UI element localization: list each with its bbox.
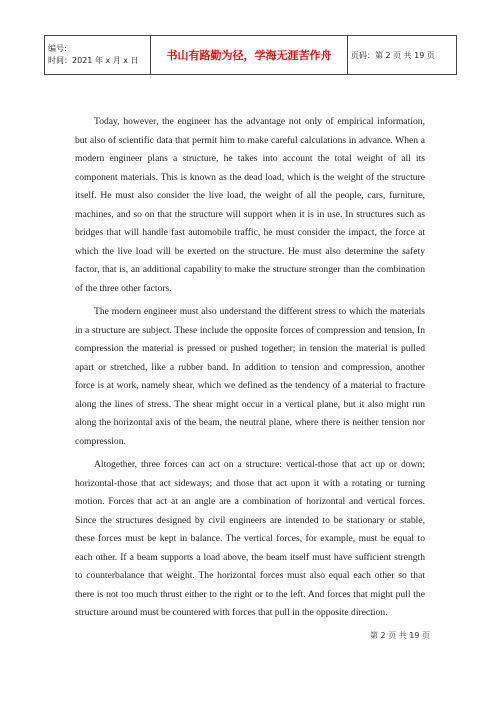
paragraph: Altogether, three forces can act on a structure: vertical-those that act up or down; horizontal-those that act sideways; and those that act upon it with a rotating or turning motion. Forces that act at an angle are a combination of horizontal and vertical forces. Since the structures designed by civil engineers are intended to be stationary or stable, these forces must be kept in balance. The vertical forces, for example, must be equal to each other. If a beam supports a load above, the beam itself must have sufficient strength to counterbalance that weight. The horizontal forces must also equal each other so that there is not too much thrust either to the right or to the left. And forces that might pull the structure around must be countered with forces that pull in the opposite direction. <box>75 459 425 618</box>
paragraph: The modern engineer must also understand the different stress to which the materials in a structure are subject. These include the opposite forces of compression and tension, In compression the material is pressed or pushed together; in tension the material is pulled apart or stretched, like a rubber band. In addition to tension and compression, another force is at work, namely shear, which we defined as the tendency of a material to fracture along the lines of stress. The shear might occur in a vertical plane, but it also might run along the horizontal axis of the beam, the neutral plane, where there is neither tension nor compression. <box>75 306 425 447</box>
paragraph: Today, however, the engineer has the advantage not only of empirical information, but also of scientific data that permit him to make careful calculations in advance. When a modern engineer plans a structure, he takes into account the total weight of all its component materials. This is known as the dead load, which is the weight of the structure itself. He must also consider the live load, the weight of all the people, cars, furniture, machines, and so on that the structure will support when it is in use. In structures such as bridges that will handle fast automobile traffic, he must consider the impact, the force at which the live load will be exerted on the structure. He must also determine the safety factor, that is, an additional capability to make the structure stronger than the combination of the three other factors. <box>75 116 425 294</box>
header-number-label: 编号: <box>48 44 67 53</box>
header-page-info: 页码：第 2 页 共 19 页 <box>347 36 456 75</box>
header-motto: 书山有路勤为径，学海无涯苦作舟 <box>151 36 348 75</box>
page-footer: 第 2 页 共 19 页 <box>370 631 430 640</box>
header-table <box>44 35 457 75</box>
document-body <box>75 113 425 628</box>
header-date-label: 时间：2021 年 x 月 x 日 <box>48 56 139 65</box>
header-meta-cell <box>45 36 151 75</box>
